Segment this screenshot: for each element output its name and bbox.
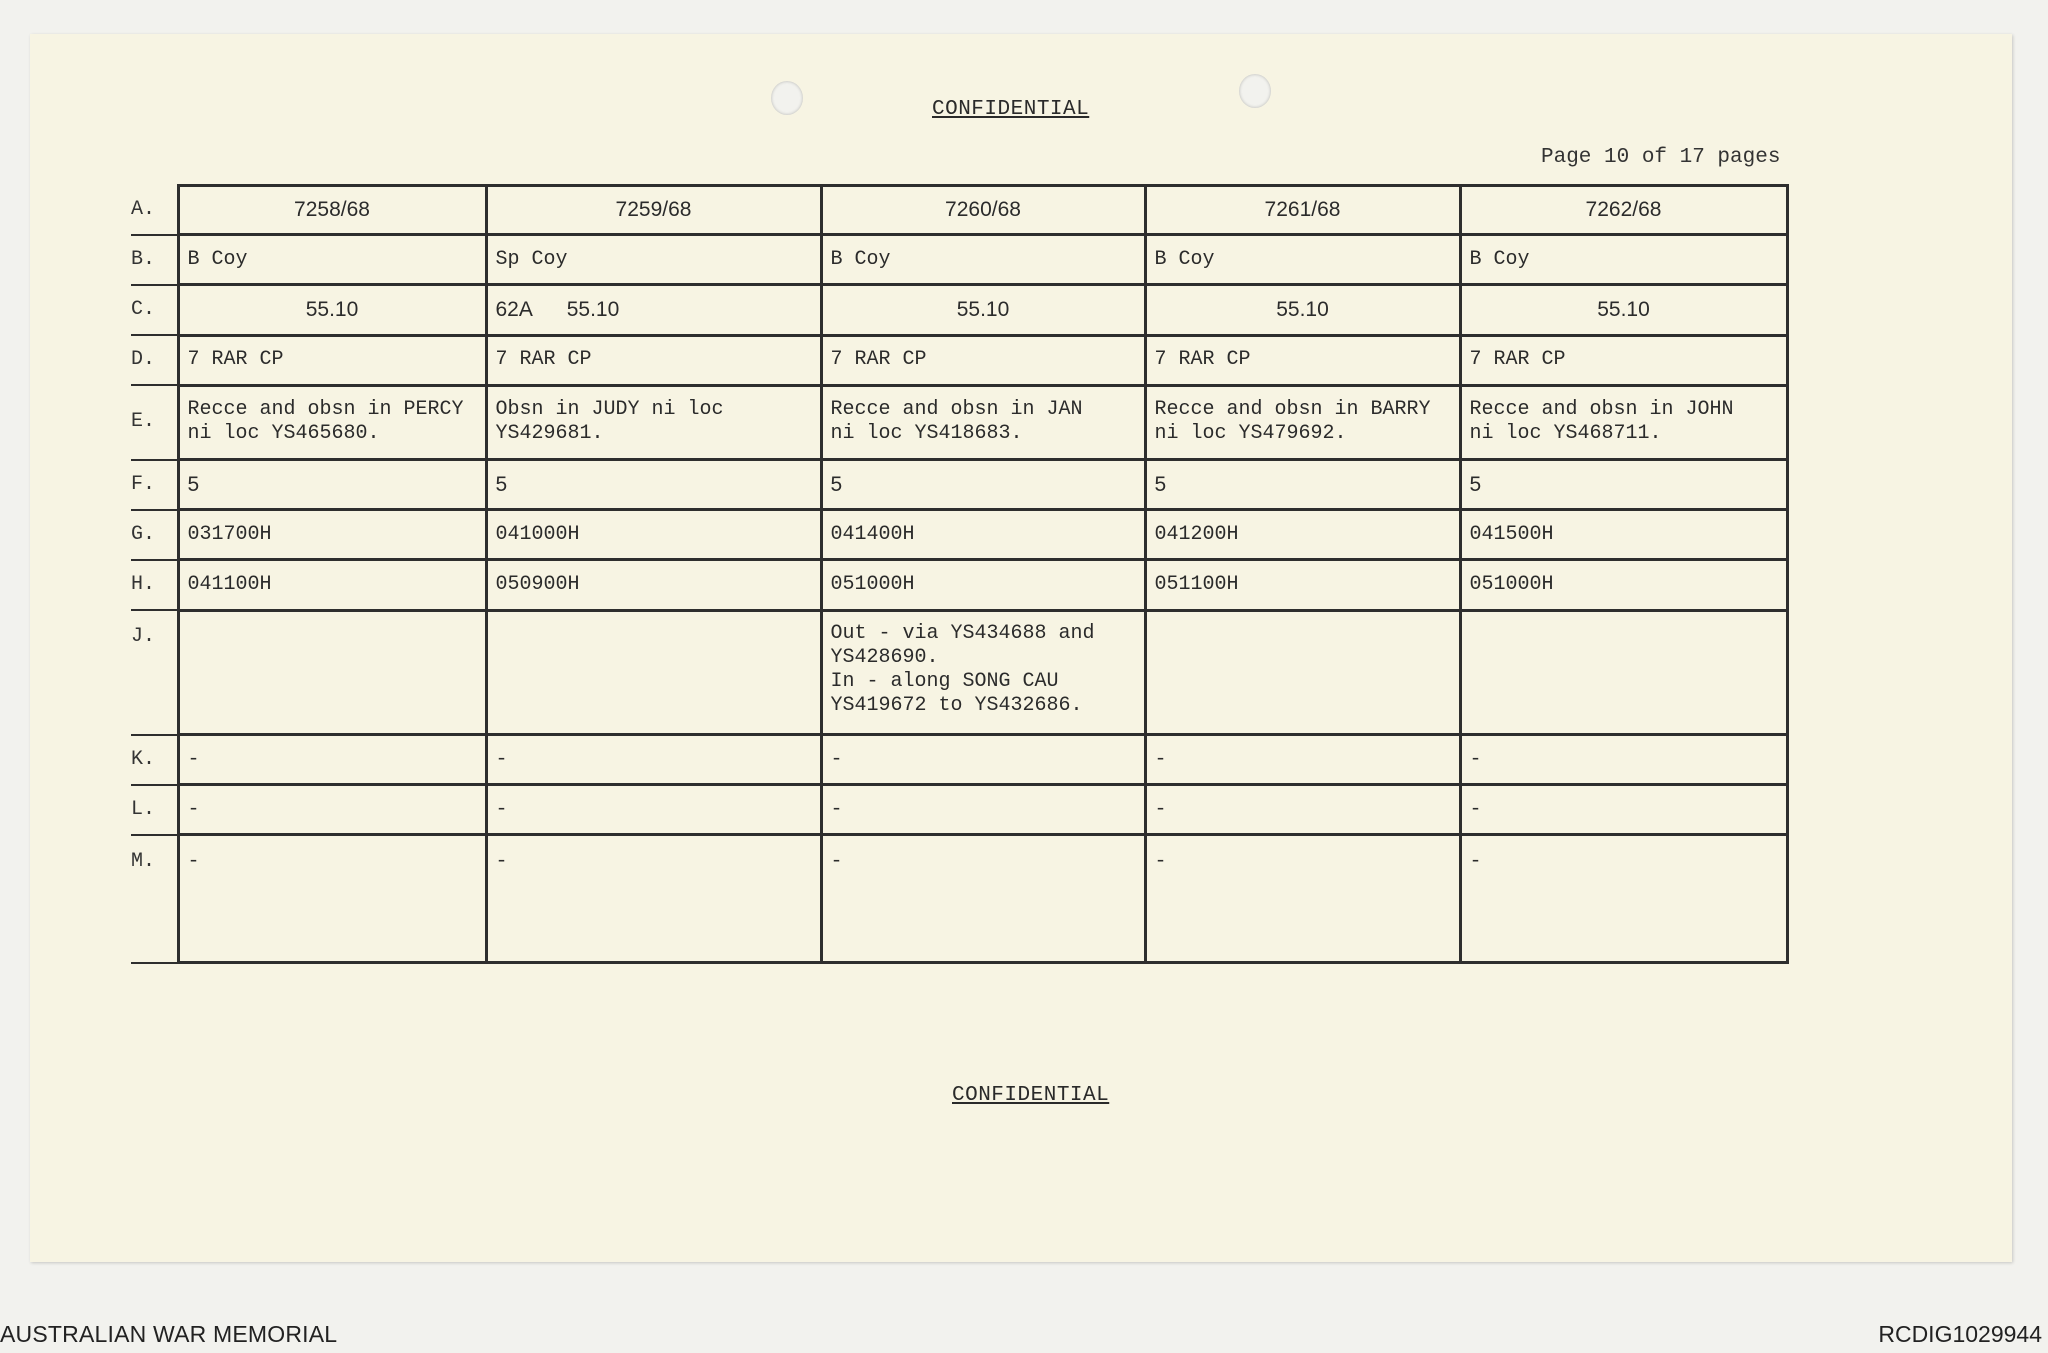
- serials-table: [131, 184, 1789, 964]
- table-cell: 5: [821, 460, 1145, 510]
- table-cell: 041500H: [1460, 510, 1787, 560]
- table-cell: 7 RAR CP: [821, 335, 1145, 385]
- table-cell: -: [821, 735, 1145, 785]
- table-cell: 7 RAR CP: [1145, 335, 1460, 385]
- table-cell: -: [178, 785, 486, 835]
- row-label: J.: [131, 610, 178, 734]
- table-cell: 051100H: [1145, 560, 1460, 610]
- table-row: [131, 460, 1787, 510]
- table-cell: 041400H: [821, 510, 1145, 560]
- table-row: [131, 186, 1787, 235]
- table-cell: [1145, 610, 1460, 734]
- table-cell: 031700H: [178, 510, 486, 560]
- table-cell: -: [821, 835, 1145, 963]
- table-cell: -: [1460, 735, 1787, 785]
- page-number: Page 10 of 17 pages: [1541, 146, 1781, 169]
- table-cell: 7 RAR CP: [178, 335, 486, 385]
- table-cell: -: [486, 835, 821, 963]
- table-row: [131, 735, 1787, 785]
- table-cell: -: [1460, 785, 1787, 835]
- row-label: D.: [131, 335, 178, 385]
- table-row: [131, 560, 1787, 610]
- table-cell: 55.10: [1460, 285, 1787, 335]
- table-row: [131, 335, 1787, 385]
- table-cell: -: [821, 785, 1145, 835]
- row-label: K.: [131, 735, 178, 785]
- table-cell: 55.10: [821, 285, 1145, 335]
- table-cell: -: [486, 735, 821, 785]
- table-cell: 7262/68: [1460, 186, 1787, 235]
- table-cell: Obsn in JUDY ni loc YS429681.: [486, 385, 821, 459]
- table-cell: -: [178, 735, 486, 785]
- table-cell: [1460, 610, 1787, 734]
- table-cell: Recce and obsn in JAN ni loc YS418683.: [821, 385, 1145, 459]
- table-cell: B Coy: [1145, 235, 1460, 285]
- row-label: C.: [131, 285, 178, 335]
- archive-credit: AUSTRALIAN WAR MEMORIAL: [0, 1321, 338, 1347]
- table-cell: 7 RAR CP: [486, 335, 821, 385]
- table-cell: -: [1460, 835, 1787, 963]
- table-cell: Out - via YS434688 and YS428690. In - along SONG CAU YS419672 to YS432686.: [821, 610, 1145, 734]
- table-cell: 051000H: [1460, 560, 1787, 610]
- table-cell: 7259/68: [486, 186, 821, 235]
- table-cell: 050900H: [486, 560, 821, 610]
- table-cell: 051000H: [821, 560, 1145, 610]
- table-row: [131, 785, 1787, 835]
- table-cell: 5: [486, 460, 821, 510]
- row-label: H.: [131, 560, 178, 610]
- table-cell: 5: [1460, 460, 1787, 510]
- table-cell: B Coy: [178, 235, 486, 285]
- table-cell: 5: [1145, 460, 1460, 510]
- table-cell: 041200H: [1145, 510, 1460, 560]
- confidential-heading-top: CONFIDENTIAL: [932, 98, 1090, 121]
- table-row: [131, 835, 1787, 963]
- table-cell: Recce and obsn in PERCY ni loc YS465680.: [178, 385, 486, 459]
- table-cell: 7 RAR CP: [1460, 335, 1787, 385]
- row-label: M.: [131, 835, 178, 963]
- table-cell: Sp Coy: [486, 235, 821, 285]
- table-cell: -: [1145, 835, 1460, 963]
- table-cell: -: [178, 835, 486, 963]
- table-cell: 5: [178, 460, 486, 510]
- table-cell: -: [1145, 735, 1460, 785]
- table-row: [131, 385, 1787, 459]
- table-cell: 7261/68: [1145, 186, 1460, 235]
- table-row: [131, 285, 1787, 335]
- table-row: [131, 235, 1787, 285]
- row-label: L.: [131, 785, 178, 835]
- row-label: F.: [131, 460, 178, 510]
- punch-hole-left: [771, 81, 803, 115]
- table-cell: -: [1145, 785, 1460, 835]
- table-row: [131, 610, 1787, 734]
- table-cell: 62A 55.10: [486, 285, 821, 335]
- row-label: G.: [131, 510, 178, 560]
- confidential-heading-bottom: CONFIDENTIAL: [952, 1084, 1110, 1107]
- punch-hole-right: [1239, 74, 1271, 108]
- table-cell: [486, 610, 821, 734]
- table-cell: [178, 610, 486, 734]
- table-cell: 7260/68: [821, 186, 1145, 235]
- table-row: [131, 510, 1787, 560]
- row-label: A.: [131, 186, 178, 235]
- table-cell: 55.10: [1145, 285, 1460, 335]
- row-label: E.: [131, 385, 178, 459]
- table-cell: -: [486, 785, 821, 835]
- archive-reference: RCDIG1029944: [1878, 1321, 2042, 1347]
- row-label: B.: [131, 235, 178, 285]
- table-cell: 7258/68: [178, 186, 486, 235]
- table-cell: 55.10: [178, 285, 486, 335]
- table-cell: 041100H: [178, 560, 486, 610]
- table-cell: B Coy: [821, 235, 1145, 285]
- table-cell: 041000H: [486, 510, 821, 560]
- table-cell: Recce and obsn in BARRY ni loc YS479692.: [1145, 385, 1460, 459]
- table-cell: Recce and obsn in JOHN ni loc YS468711.: [1460, 385, 1787, 459]
- table-cell: B Coy: [1460, 235, 1787, 285]
